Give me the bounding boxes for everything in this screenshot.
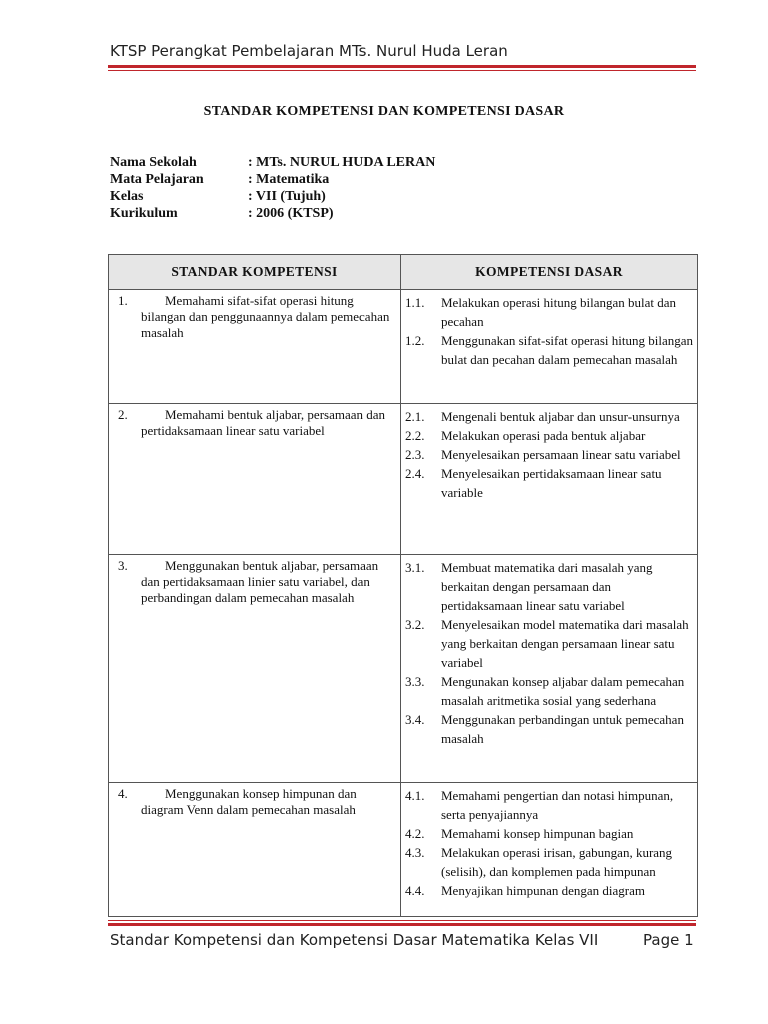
kd-number: 2.4.: [405, 466, 425, 481]
kd-text: Menyelesaikan persamaan linear satu variabel: [441, 447, 681, 462]
kd-text: Mengenali bentuk aljabar dan unsur-unsurnya: [441, 409, 680, 424]
info-label: Kelas: [110, 189, 144, 204]
kd-item: [405, 710, 693, 748]
kd-item: [405, 407, 693, 426]
kd-number: 3.3.: [405, 674, 425, 689]
kompetensi-cell: [401, 783, 698, 917]
column-header-standar: STANDAR KOMPETENSI: [109, 255, 401, 290]
footer-rule-thick: [108, 923, 696, 926]
kompetensi-cell: [401, 404, 698, 555]
sk-number: 1.: [118, 293, 128, 308]
page-number: Page 1: [643, 931, 694, 949]
kd-number: 4.3.: [405, 845, 425, 860]
running-header: KTSP Perangkat Pembelajaran MTs. Nurul Huda Leran: [110, 42, 508, 60]
kd-number: 1.2.: [405, 333, 425, 348]
kd-item: [405, 786, 693, 824]
kd-number: 2.2.: [405, 428, 425, 443]
kd-number: 4.1.: [405, 788, 425, 803]
kd-item: [405, 293, 693, 331]
kd-number: 4.2.: [405, 826, 425, 841]
info-value: : Matematika: [248, 172, 330, 187]
info-row-school: [110, 154, 435, 171]
table-bottom-border: [108, 916, 698, 917]
info-row-class: [110, 188, 435, 205]
kd-text: Menyelesaikan pertidaksamaan linear satu variable: [441, 466, 662, 500]
kd-text: Menyelesaikan model matematika dari masalah yang berkaitan dengan persamaan linear satu variabel: [441, 617, 689, 670]
table-header-row: [109, 255, 698, 290]
kd-text: Melakukan operasi pada bentuk aljabar: [441, 428, 646, 443]
kd-text: Mengunakan konsep aljabar dalam pemecahan masalah aritmetika sosial yang sederhana: [441, 674, 685, 708]
kd-text: Memahami pengertian dan notasi himpunan, serta penyajiannya: [441, 788, 674, 822]
running-footer: Standar Kompetensi dan Kompetensi Dasar Matematika Kelas VII: [110, 931, 599, 949]
sk-number: 4.: [118, 786, 128, 801]
footer-rule-thin: [108, 920, 696, 921]
kompetensi-cell: [401, 290, 698, 404]
kd-item: [405, 445, 693, 464]
kd-text: Menggunakan perbandingan untuk pemecahan masalah: [441, 712, 684, 746]
sk-text: Menggunakan konsep himpunan dan diagram Venn dalam pemecahan masalah: [141, 786, 357, 817]
standar-cell: [109, 404, 401, 555]
info-label: Kurikulum: [110, 206, 178, 221]
kd-number: 3.1.: [405, 560, 425, 575]
kd-text: Memahami konsep himpunan bagian: [441, 826, 634, 841]
info-value: : 2006 (KTSP): [248, 206, 334, 221]
kd-item: [405, 881, 693, 900]
info-value: : VII (Tujuh): [248, 189, 326, 204]
kd-number: 2.3.: [405, 447, 425, 462]
kd-item: [405, 464, 693, 502]
kd-item: [405, 672, 693, 710]
standar-cell: [109, 783, 401, 917]
standar-cell: [109, 290, 401, 404]
info-value: : MTs. NURUL HUDA LERAN: [248, 155, 436, 170]
table-row: [109, 555, 698, 783]
sk-number: 3.: [118, 558, 128, 573]
kd-text: Menggunakan sifat-sifat operasi hitung bilangan bulat dan pecahan dalam pemecahan masalah: [441, 333, 693, 367]
kd-number: 4.4.: [405, 883, 425, 898]
kd-number: 1.1.: [405, 295, 425, 310]
kd-text: Membuat matematika dari masalah yang berkaitan dengan persamaan dan pertidaksamaan linear satu variabel: [441, 560, 653, 613]
kd-text: Melakukan operasi irisan, gabungan, kurang (selisih), dan komplemen pada himpunan: [441, 845, 673, 879]
kd-item: [405, 843, 693, 881]
sk-number: 2.: [118, 407, 128, 422]
table-row: [109, 290, 698, 404]
header-rule-thick: [108, 65, 696, 68]
table-row: [109, 404, 698, 555]
sk-text: Menggunakan bentuk aljabar, persamaan dan pertidaksamaan linier satu variabel, dan perbandingan dalam pemecahan masalah: [141, 558, 379, 605]
kd-text: Menyajikan himpunan dengan diagram: [441, 883, 645, 898]
header-rule-thin: [108, 70, 696, 71]
school-info-block: [110, 154, 435, 222]
info-row-subject: [110, 171, 435, 188]
kd-item: [405, 558, 693, 615]
info-label: Mata Pelajaran: [110, 172, 204, 187]
info-row-curriculum: [110, 205, 435, 222]
kd-item: [405, 824, 693, 843]
kd-text: Melakukan operasi hitung bilangan bulat dan pecahan: [441, 295, 677, 329]
sk-text: Memahami bentuk aljabar, persamaan dan pertidaksamaan linear satu variabel: [141, 407, 386, 438]
competency-table: [108, 254, 698, 917]
kd-number: 3.4.: [405, 712, 425, 727]
document-title: STANDAR KOMPETENSI DAN KOMPETENSI DASAR: [203, 104, 565, 119]
kompetensi-cell: [401, 555, 698, 783]
kd-number: 3.2.: [405, 617, 425, 632]
sk-text: Memahami sifat-sifat operasi hitung bilangan dan penggunaannya dalam pemecahan masalah: [141, 293, 390, 340]
column-header-kompetensi: KOMPETENSI DASAR: [401, 255, 698, 290]
kd-item: [405, 331, 693, 369]
info-label: Nama Sekolah: [110, 155, 197, 170]
standar-cell: [109, 555, 401, 783]
kd-item: [405, 615, 693, 672]
table-row: [109, 783, 698, 917]
kd-item: [405, 426, 693, 445]
kd-number: 2.1.: [405, 409, 425, 424]
